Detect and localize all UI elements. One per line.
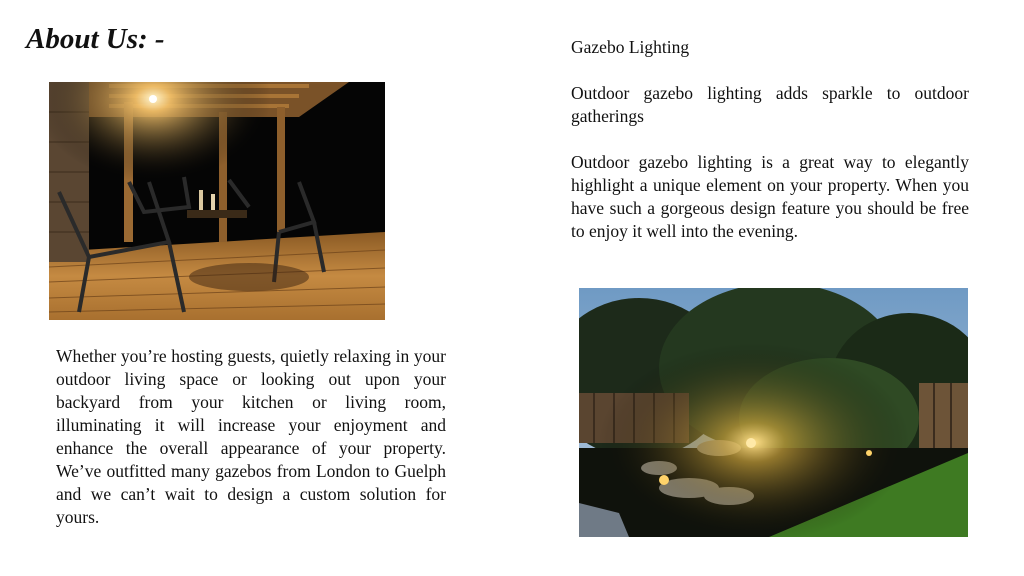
section-intro: Outdoor gazebo lighting adds sparkle to outdoor gatherings <box>571 83 969 126</box>
gazebo-lighting-section <box>571 36 969 266</box>
page-title: About Us: - <box>26 23 165 55</box>
garden-photo-graphic <box>579 288 968 537</box>
section-heading: Gazebo Lighting <box>571 37 690 57</box>
gazebo-photo <box>49 82 385 320</box>
garden-photo <box>579 288 968 537</box>
gazebo-photo-graphic <box>49 82 385 320</box>
intro-paragraph: Whether you’re hosting guests, quietly relaxing in your outdoor living space or looking out upon your backyard from your kitchen or living room, illuminating it will increase your enjoyment and enhance the overall appearance of your property. We’ve outfitted many gazebos from London to Guelph and we can’t wait to design a custom solution for yours. <box>56 346 446 527</box>
section-body: Outdoor gazebo lighting is a great way to elegantly highlight a unique element on your property. When you have such a gorgeous design feature you should be free to enjoy it well into the evening. <box>571 152 969 241</box>
